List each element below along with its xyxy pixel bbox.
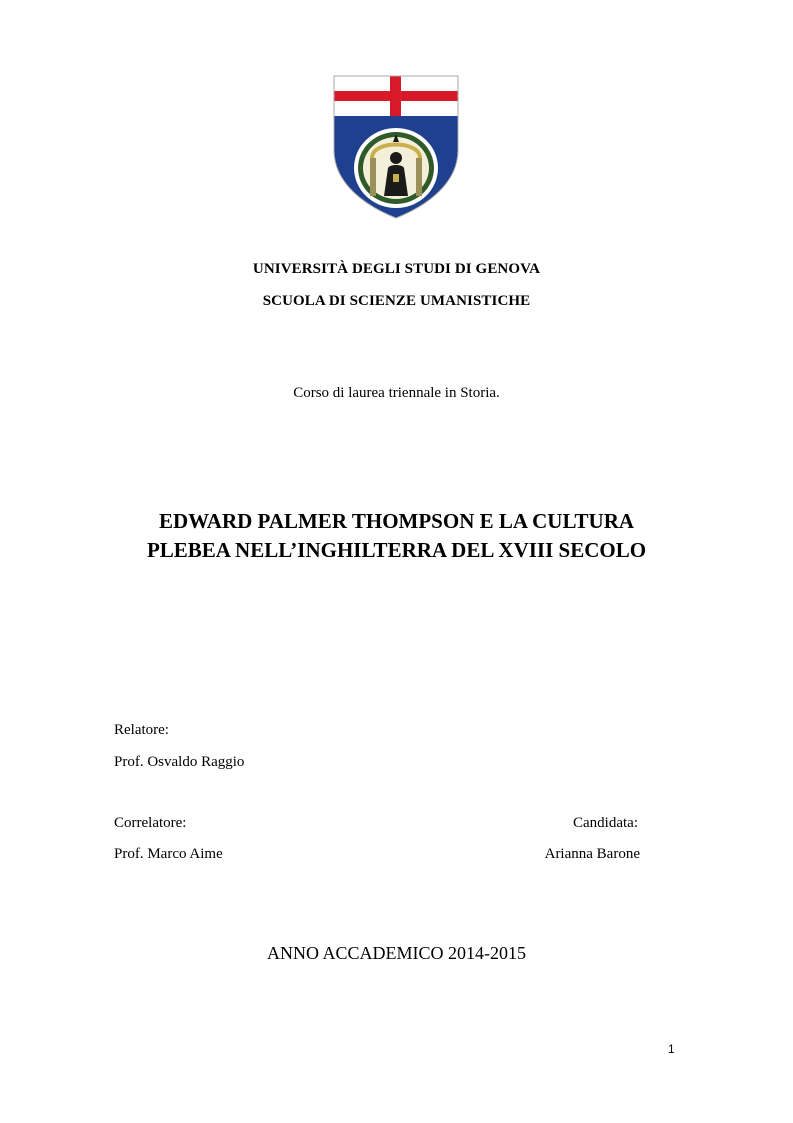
course-name: Corso di laurea triennale in Storia.: [293, 385, 500, 401]
school-name: SCUOLA DI SCIENZE UMANISTICHE: [262, 293, 531, 309]
page-number: 1: [668, 1042, 675, 1056]
relatore-name: Prof. Osvaldo Raggio: [114, 754, 245, 770]
correlatore-name: Prof. Marco Aime: [114, 846, 223, 862]
academic-year: ANNO ACCADEMICO 2014-2015: [266, 943, 526, 963]
thesis-title: [100, 507, 693, 565]
candidata-label: Candidata:: [573, 815, 638, 831]
thesis-title-line-1: EDWARD PALMER THOMPSON E LA CULTURA: [158, 509, 635, 533]
candidata-name: Arianna Barone: [544, 846, 640, 862]
university-crest-icon: [326, 72, 466, 222]
thesis-title-line-2: PLEBEA NELL’INGHILTERRA DEL XVIII SECOLO: [146, 538, 647, 562]
university-name: UNIVERSITÀ DEGLI STUDI DI GENOVA: [252, 261, 541, 277]
relatore-label: Relatore:: [114, 722, 169, 738]
correlatore-label: Correlatore:: [114, 815, 187, 831]
